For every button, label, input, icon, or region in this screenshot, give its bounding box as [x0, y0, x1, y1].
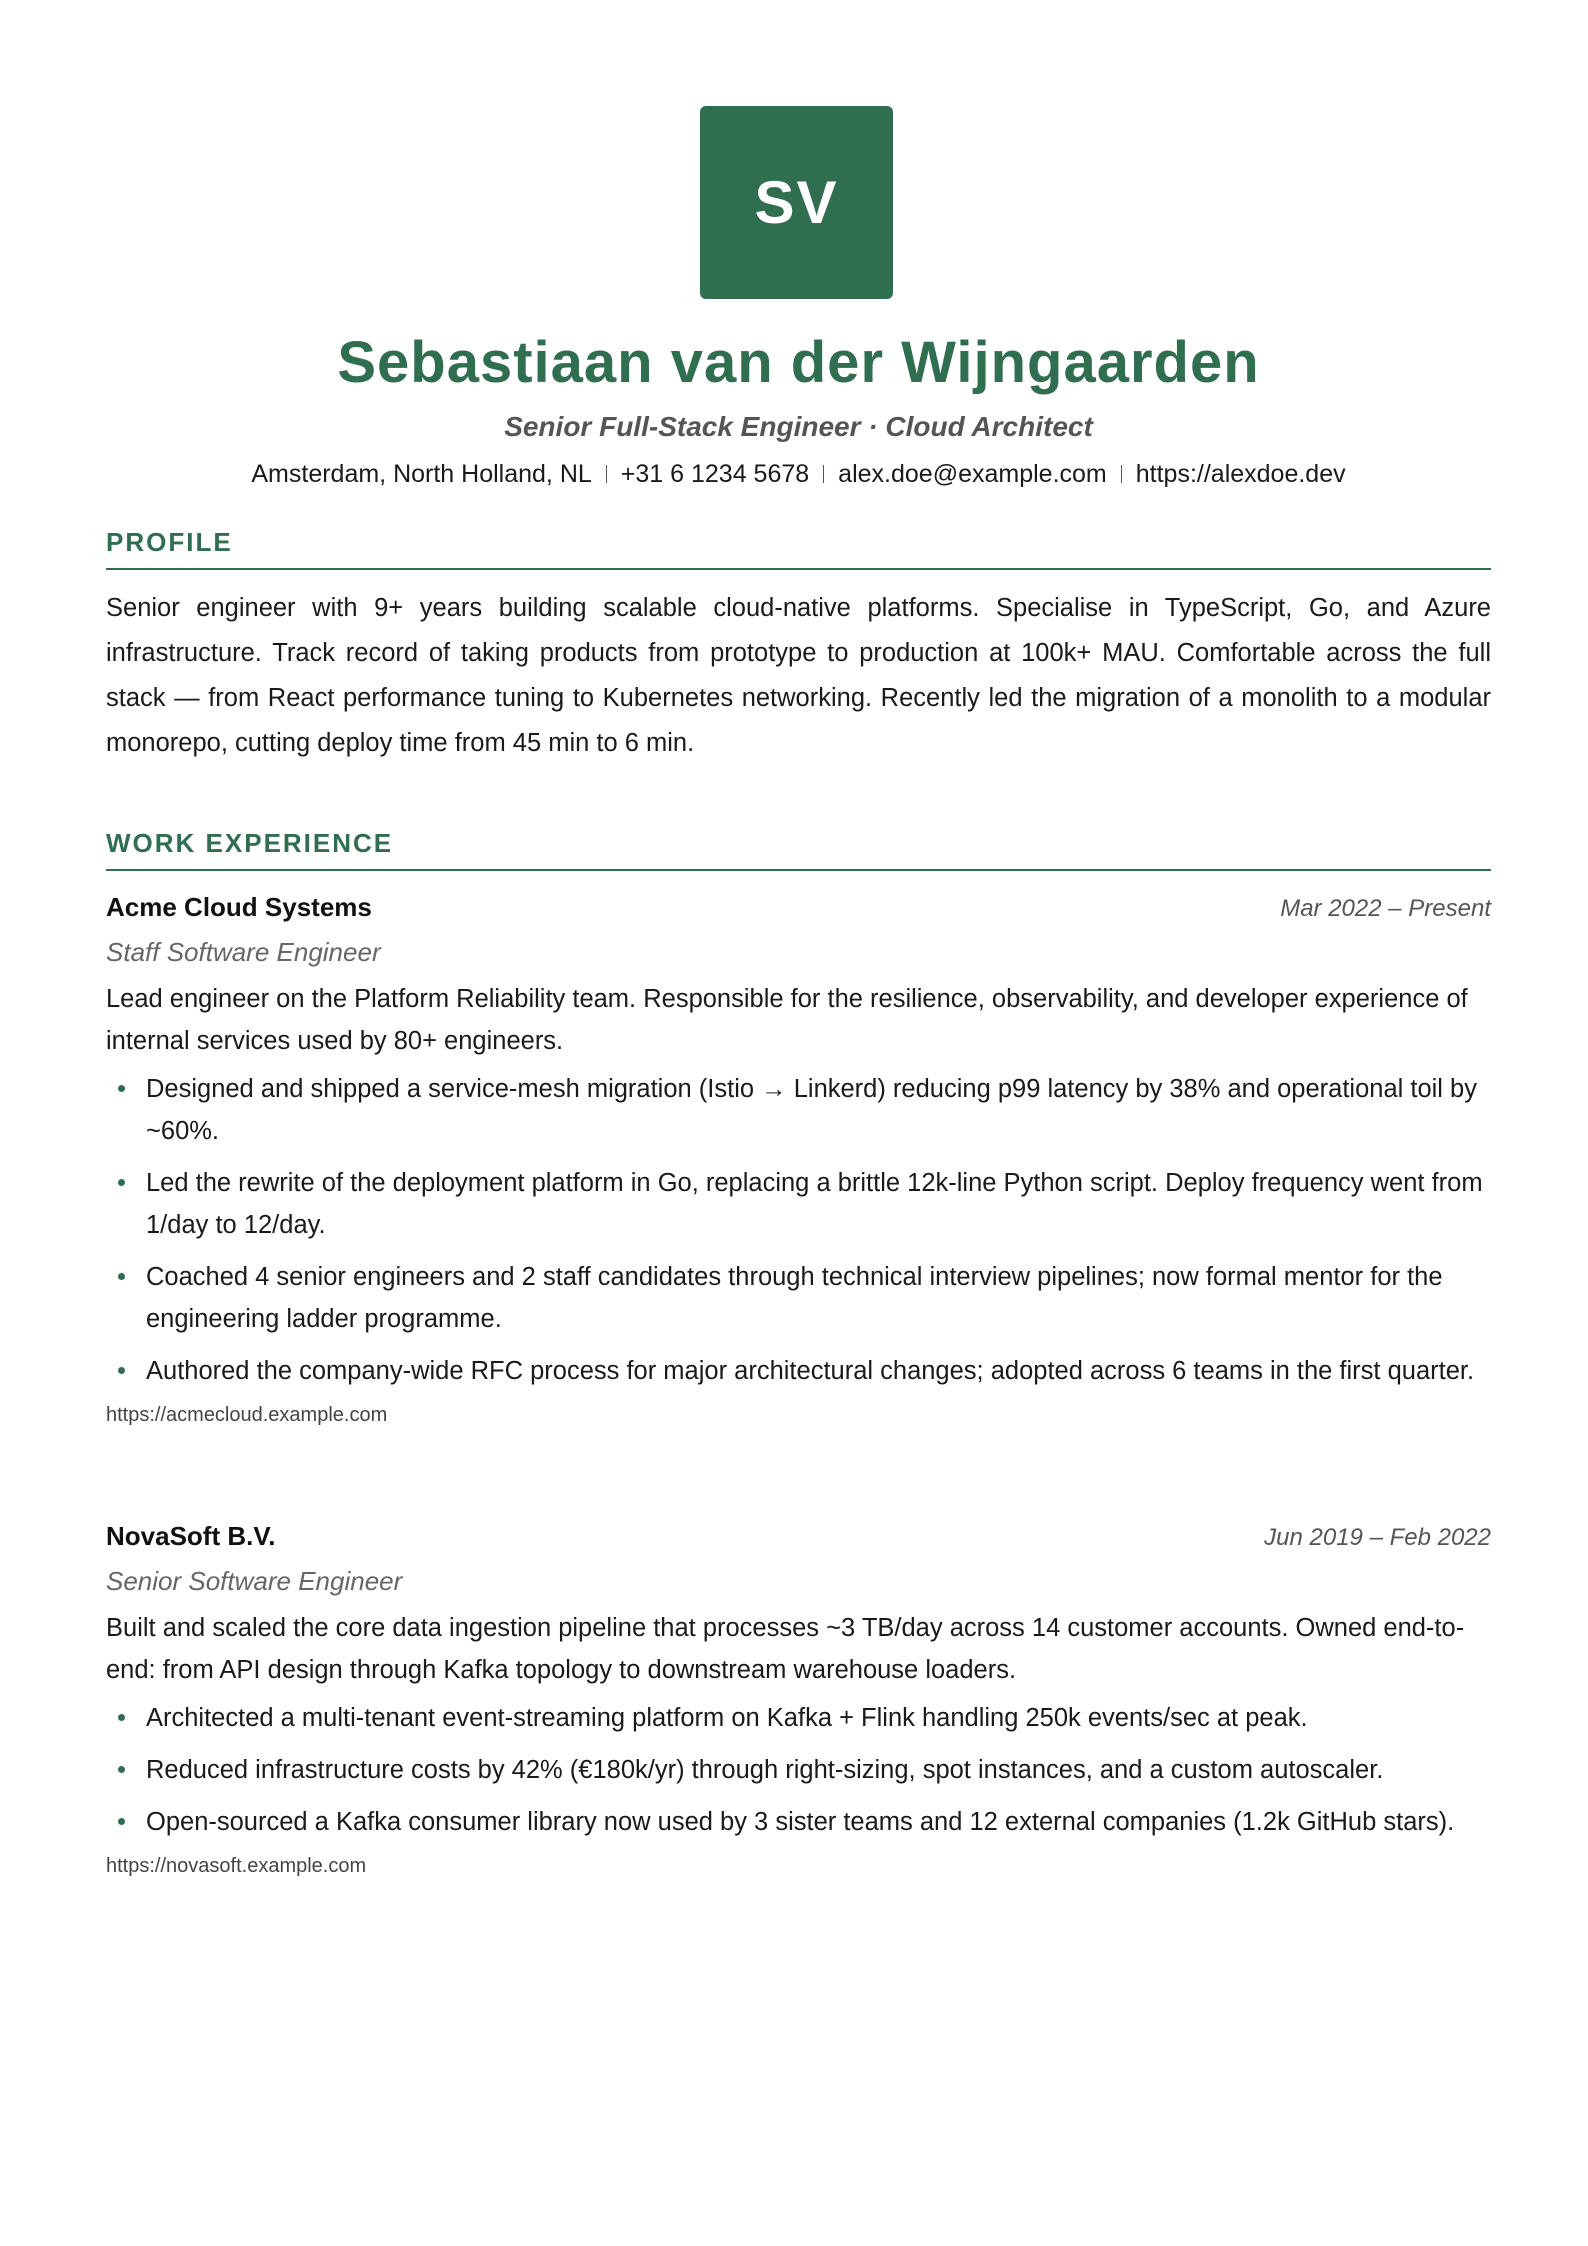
- job-bullet-text: Authored the company-wide RFC process for major architectural changes; adopted across 6 teams in the first quarter.: [146, 1357, 1475, 1385]
- job-role: Staff Software Engineer: [106, 937, 381, 967]
- job-bullets: [106, 1697, 1491, 1843]
- job-bullet-text: Led the rewrite of the deployment platform in Go, replacing a brittle 12k-line Python script. Deploy frequency went from 1/day to 12/day.: [146, 1169, 1483, 1239]
- profile-section-title: PROFILE: [106, 526, 1491, 570]
- contact-website[interactable]: https://alexdoe.dev: [1135, 460, 1346, 488]
- experience-section-title: WORK EXPERIENCE: [106, 827, 1491, 871]
- contact-separator: [823, 465, 824, 483]
- job-dates: Mar 2022 – Present: [1280, 895, 1491, 922]
- profile-text: Senior engineer with 9+ years building scalable cloud-native platforms. Specialise in TypeScript, Go, and Azure infrastructure. Track record of taking products from prototype to production at 100k+ MAU. Comfortable across the full stack — from React performance tuning to Kubernetes networking. Recently led the migration of a monolith to a modular monorepo, cutting deploy time from 45 min to 6 min.: [106, 594, 1491, 757]
- contact-location: Amsterdam, North Holland, NL: [251, 460, 592, 488]
- job-description: Lead engineer on the Platform Reliability team. Responsible for the resilience, observability, and developer experience of internal services used by 80+ engineers.: [106, 985, 1468, 1055]
- job-description: Built and scaled the core data ingestion pipeline that processes ~3 TB/day across 14 customer accounts. Owned end-to-end: from API design through Kafka topology to downstream warehouse loaders.: [106, 1614, 1465, 1684]
- job-entry: [106, 1521, 1491, 1881]
- job-bullet-text: Designed and shipped a service-mesh migration (Istio → Linkerd) reducing p99 latency by 38% and operational toil by ~60%.: [146, 1075, 1477, 1145]
- bullet-dot-icon: [118, 1766, 125, 1773]
- job-url[interactable]: https://novasoft.example.com: [106, 1855, 367, 1877]
- bullet-dot-icon: [118, 1367, 125, 1374]
- bullet-dot-icon: [118, 1273, 125, 1280]
- initials-avatar: SV: [700, 106, 893, 299]
- job-entry: [106, 892, 1491, 1430]
- job-header: [106, 1521, 1491, 1561]
- candidate-subtitle: Senior Full-Stack Engineer · Cloud Architect: [504, 411, 1093, 442]
- job-bullet: [106, 1256, 1491, 1340]
- job-company: NovaSoft B.V.: [106, 1521, 276, 1551]
- job-header: [106, 892, 1491, 932]
- job-bullets: [106, 1068, 1491, 1392]
- job-url[interactable]: https://acmecloud.example.com: [106, 1404, 388, 1426]
- contact-separator: [606, 465, 607, 483]
- job-bullet: [106, 1068, 1491, 1152]
- job-bullet-text: Coached 4 senior engineers and 2 staff candidates through technical interview pipelines; now formal mentor for the engineering ladder programme.: [146, 1263, 1443, 1333]
- job-company: Acme Cloud Systems: [106, 892, 372, 922]
- contact-phone[interactable]: +31 6 1234 5678: [620, 460, 810, 488]
- contact-separator: [1121, 465, 1122, 483]
- bullet-dot-icon: [118, 1179, 125, 1186]
- job-bullet: [106, 1749, 1491, 1791]
- job-bullet-text: Open-sourced a Kafka consumer library now used by 3 sister teams and 12 external companies (1.2k GitHub stars).: [146, 1808, 1455, 1836]
- candidate-name: Sebastiaan van der Wijngaarden: [337, 330, 1260, 395]
- bullet-dot-icon: [118, 1085, 125, 1092]
- bullet-dot-icon: [118, 1818, 125, 1825]
- contact-line: [106, 458, 1491, 490]
- job-bullet-text: Reduced infrastructure costs by 42% (€180k/yr) through right-sizing, spot instances, and a custom autoscaler.: [146, 1756, 1384, 1784]
- job-bullet: [106, 1350, 1491, 1392]
- job-bullet: [106, 1697, 1491, 1739]
- bullet-dot-icon: [118, 1714, 125, 1721]
- job-dates: Jun 2019 – Feb 2022: [1264, 1524, 1491, 1551]
- job-bullet: [106, 1162, 1491, 1246]
- job-bullet-text: Architected a multi-tenant event-streaming platform on Kafka + Flink handling 250k events/sec at peak.: [146, 1704, 1308, 1732]
- contact-email[interactable]: alex.doe@example.com: [838, 460, 1107, 488]
- job-bullet: [106, 1801, 1491, 1843]
- job-role: Senior Software Engineer: [106, 1566, 403, 1596]
